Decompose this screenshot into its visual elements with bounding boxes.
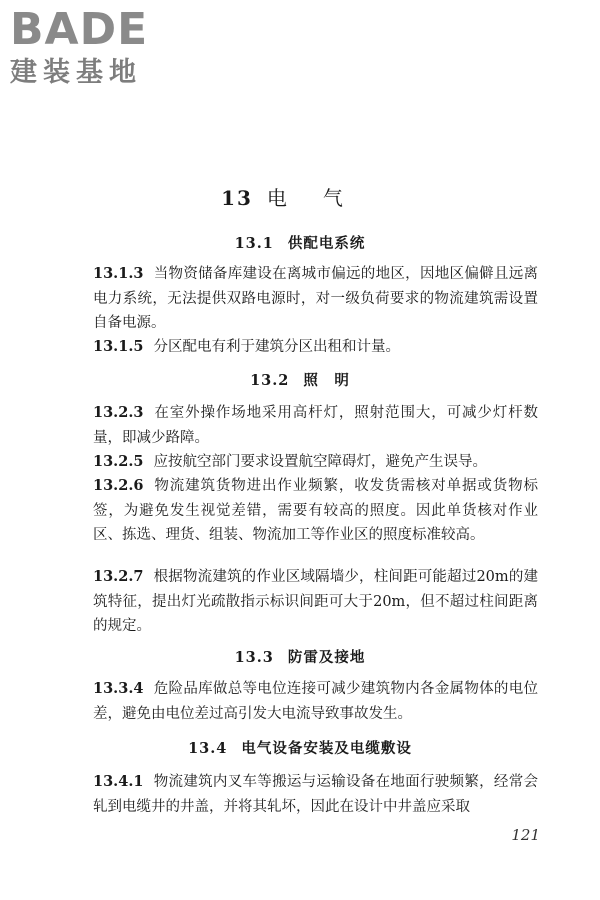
bade-logo <box>10 6 180 86</box>
section-number: 13.2 <box>250 372 290 389</box>
clause-number: 13.4.1 <box>93 773 144 790</box>
clause-number: 13.2.7 <box>93 568 144 585</box>
clause-number: 13.1.3 <box>93 265 144 282</box>
clause-paragraph <box>93 474 538 548</box>
section-title: 供配电系统 <box>287 235 366 252</box>
section-title: 防雷及接地 <box>287 649 366 666</box>
clause-paragraph <box>93 677 538 726</box>
clause-paragraph <box>93 450 538 475</box>
section-number: 13.1 <box>234 235 274 252</box>
logo-wordmark: BADE <box>10 4 149 55</box>
clause-paragraph <box>93 262 538 336</box>
clause-number: 13.3.4 <box>93 680 144 697</box>
clause-paragraph <box>93 565 538 639</box>
clause-text: 在室外操作场地采用高杆灯，照射范围大，可减少灯杆数量，即减少路障。 <box>93 405 538 446</box>
logo-subtitle: 建装基地 <box>10 57 142 88</box>
clause-text: 当物资储备库建设在离城市偏远的地区，因地区偏僻且远离电力系统，无法提供双路电源时，对一级负荷要求的物流建筑需设置自备电源。 <box>93 266 538 331</box>
section-title: 照 明 <box>303 372 350 389</box>
section-number: 13.3 <box>234 649 274 666</box>
clause-text: 物流建筑内叉车等搬运与运输设备在地面行驶频繁，经常会轧到电缆井的井盖，并将其轧坏，因此在设计中井盖应采取 <box>93 774 538 815</box>
clause-text: 根据物流建筑的作业区域隔墙少，柱间距可能超过20m的建筑特征，提出灯光疏散指示标识间距可大于20m，但不超过柱间距离的规定。 <box>93 569 538 634</box>
clause-text: 分区配电有利于建筑分区出租和计量。 <box>153 339 400 355</box>
chapter-name: 电气 <box>266 186 379 210</box>
section-title: 电气设备安装及电缆敷设 <box>241 740 412 757</box>
clause-number: 13.1.5 <box>93 338 144 355</box>
section-heading <box>0 369 600 390</box>
clause-paragraph <box>93 401 538 450</box>
clause-paragraph <box>93 770 538 819</box>
section-heading <box>0 232 600 253</box>
clause-number: 13.2.6 <box>93 477 144 494</box>
clause-text: 应按航空部门要求设置航空障碍灯，避免产生误导。 <box>153 454 487 470</box>
section-heading <box>0 737 600 758</box>
clause-paragraph <box>93 335 538 360</box>
chapter-title <box>0 182 600 211</box>
clause-number: 13.2.5 <box>93 453 144 470</box>
clause-number: 13.2.3 <box>93 404 144 421</box>
section-heading <box>0 646 600 667</box>
chapter-number: 13 <box>221 186 253 210</box>
clause-text: 物流建筑货物进出作业频繁，收发货需核对单据或货物标签，为避免发生视觉差错，需要有较高的照度。因此单货核对作业区、拣选、理货、组装、物流加工等作业区的照度标准较高。 <box>93 478 538 543</box>
page-number: 121 <box>511 826 540 844</box>
clause-text: 危险品库做总等电位连接可减少建筑物内各金属物体的电位差，避免由电位差过高引发大电流导致事故发生。 <box>93 681 538 722</box>
section-number: 13.4 <box>188 740 228 757</box>
